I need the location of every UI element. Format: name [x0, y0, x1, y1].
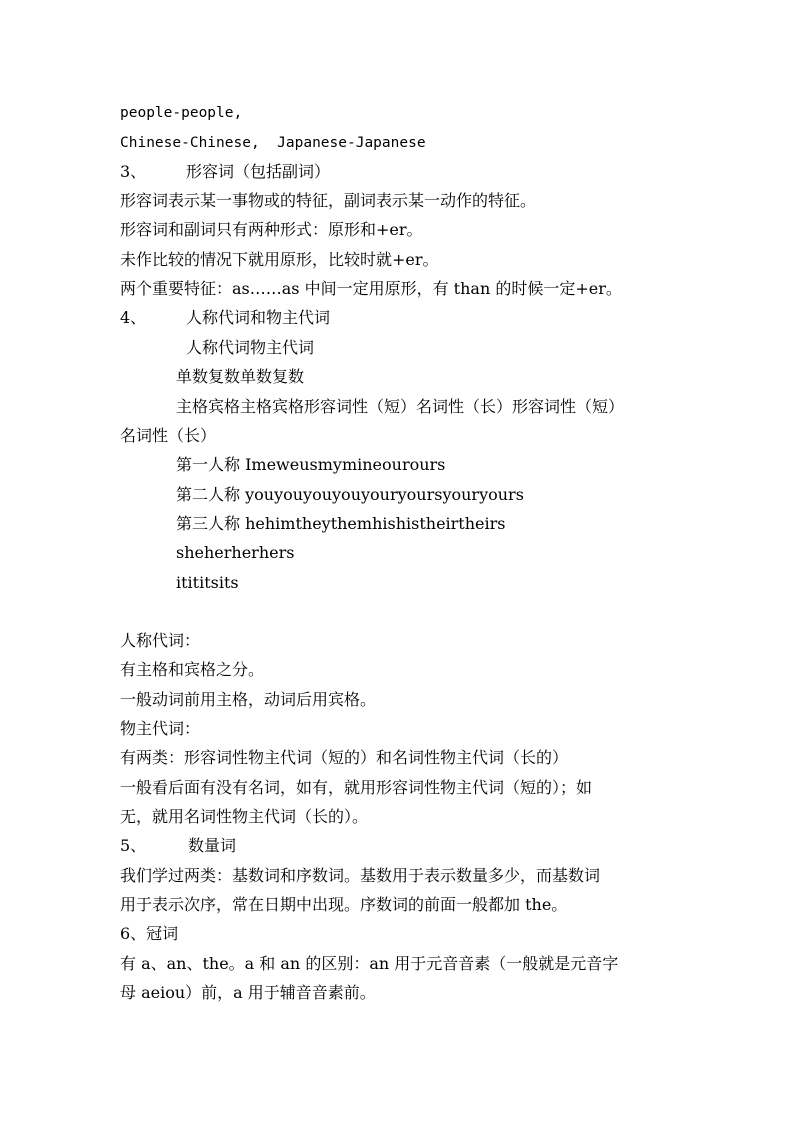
text-line: 有两类：形容词性物主代词（短的）和名词性物主代词（长的）	[120, 748, 569, 767]
table-header-line: 主格宾格主格宾格形容词性（短）名词性（长）形容词性（短）	[176, 397, 625, 416]
table-header-line: 单数复数单数复数	[176, 367, 305, 386]
text-line: 无，就用名词性物主代词（长的）。	[120, 807, 369, 826]
text-line: 有主格和宾格之分。	[120, 660, 265, 679]
text-line: 未作比较的情况下就用原形，比较时就+er。	[120, 250, 439, 269]
text-line: 有 a、an、the。a 和 an 的区别：an 用于元音音素（一般就是元音字	[120, 954, 619, 973]
table-row-line: sheherherhers	[176, 543, 295, 562]
text-line: 两个重要特征：as……as 中间一定用原形，有 than 的时候一定+er。	[120, 279, 622, 298]
section-number: 3、	[120, 162, 147, 181]
section-heading-3	[120, 160, 330, 184]
text-line: 一般动词前用主格，动词后用宾格。	[120, 690, 377, 709]
section-heading-4	[120, 306, 330, 330]
table-header-line: 人称代词物主代词	[186, 338, 315, 357]
section-heading-6: 6、冠词	[120, 924, 179, 943]
table-row-line: 第三人称 hehimtheythemhishistheirtheirs	[176, 514, 506, 533]
section-title: 形容词（包括副词）	[186, 162, 331, 181]
text-line: 形容词和副词只有两种形式：原形和+er。	[120, 220, 423, 239]
text-segment: Japanese-Japanese	[277, 135, 426, 151]
text-line: people-people,	[120, 105, 243, 121]
table-row-line: 第一人称 Imeweusmymineourours	[176, 455, 446, 474]
section-heading-5	[120, 834, 236, 858]
text-line: 人称代词：	[120, 631, 201, 650]
section-title: 人称代词和物主代词	[186, 308, 331, 327]
section-title: 数量词	[188, 836, 237, 855]
table-row-line: itititsits	[176, 573, 239, 592]
text-line: 我们学过两类：基数词和序数词。基数用于表示数量多少，而基数词	[120, 866, 601, 885]
text-line: 一般看后面有没有名词，如有，就用形容词性物主代词（短的）；如	[120, 778, 593, 797]
text-line	[120, 131, 426, 155]
section-number: 5、	[120, 836, 147, 855]
table-row-line: 第二人称 youyouyouyouyouryoursyouryours	[176, 485, 524, 504]
text-line: 母 aeiou）前，a 用于辅音音素前。	[120, 983, 376, 1002]
text-line: 物主代词：	[120, 719, 201, 738]
text-segment: Chinese-Chinese,	[120, 135, 260, 151]
table-header-line: 名词性（长）	[120, 426, 217, 445]
text-line: 用于表示次序，常在日期中出现。序数词的前面一般都加 the。	[120, 895, 568, 914]
section-number: 4、	[120, 308, 147, 327]
text-line: 形容词表示某一事物或的特征，副词表示某一动作的特征。	[120, 191, 537, 210]
